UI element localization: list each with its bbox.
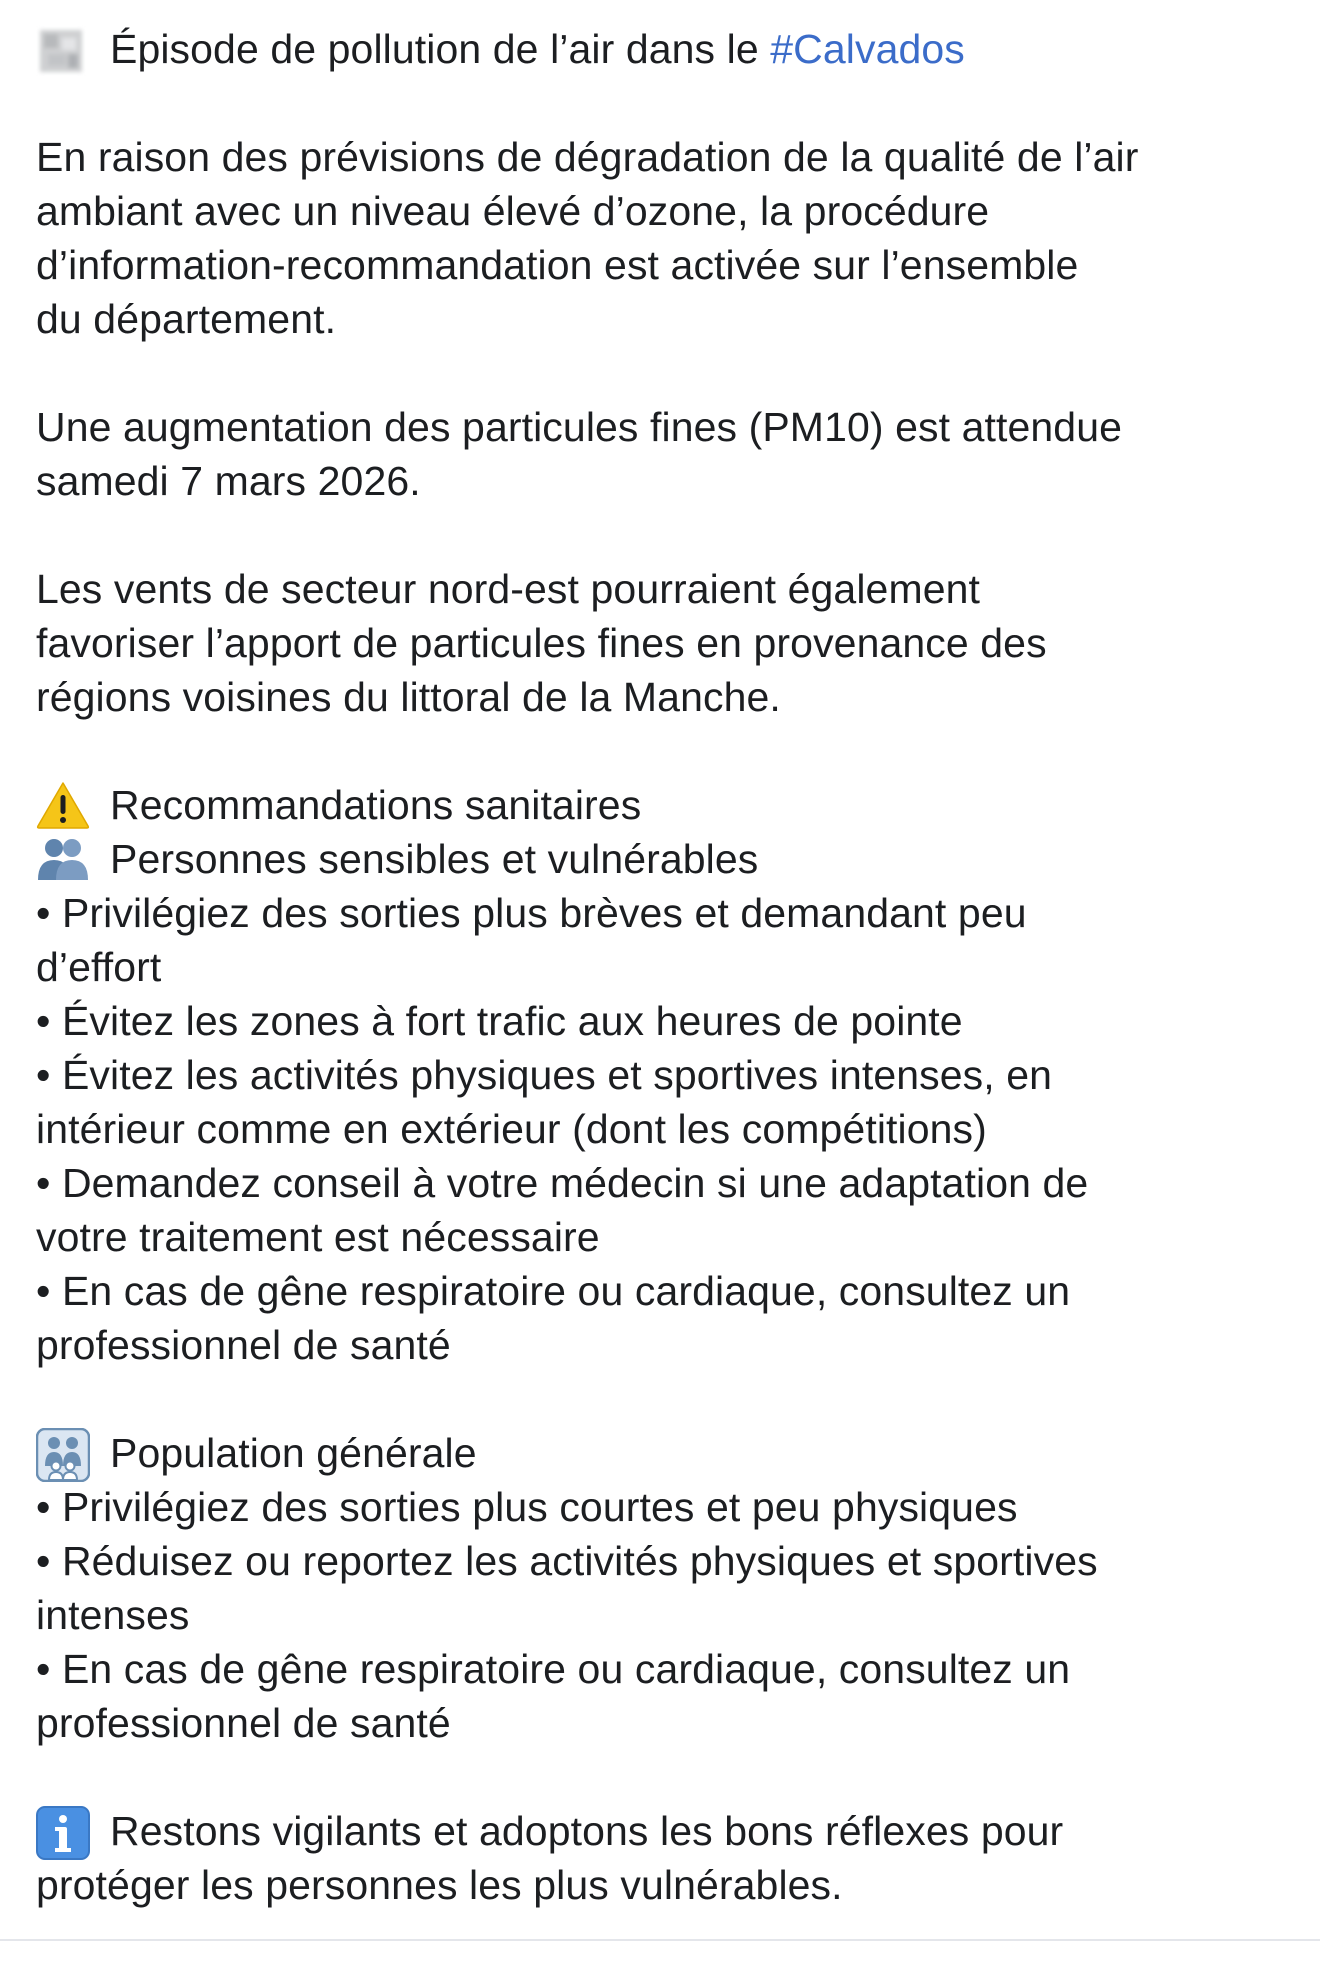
family-icon bbox=[36, 1426, 92, 1480]
text-line: Une augmentation des particules fines (PM10) est attendue bbox=[36, 404, 1122, 450]
text-line: En raison des prévisions de dégradation de la qualité de l’air bbox=[36, 134, 1139, 180]
list-item: • En cas de gêne respiratoire ou cardiaque, consultez un bbox=[36, 1646, 1071, 1692]
text-line: du département. bbox=[36, 296, 337, 342]
sensitive-heading bbox=[36, 832, 1296, 886]
recommendations-section bbox=[36, 778, 1296, 1372]
list-item: professionnel de santé bbox=[36, 1700, 451, 1746]
list-item: • Privilégiez des sorties plus courtes et peu physiques bbox=[36, 1484, 1018, 1530]
list-item: • Évitez les zones à fort trafic aux heures de pointe bbox=[36, 998, 963, 1044]
closing-line bbox=[36, 1804, 1296, 1858]
list-item: professionnel de santé bbox=[36, 1322, 451, 1368]
list-item: • En cas de gêne respiratoire ou cardiaque, consultez un bbox=[36, 1268, 1071, 1314]
closing-text: Restons vigilants et adoptons les bons réflexes pour bbox=[110, 1808, 1064, 1854]
text-line: régions voisines du littoral de la Manche. bbox=[36, 674, 781, 720]
text-line: Les vents de secteur nord-est pourraient également bbox=[36, 566, 980, 612]
list-item: • Demandez conseil à votre médecin si une adaptation de bbox=[36, 1160, 1089, 1206]
post-title bbox=[36, 22, 1296, 76]
sensitive-heading-text: Personnes sensibles et vulnérables bbox=[110, 836, 759, 882]
text-line: samedi 7 mars 2026. bbox=[36, 458, 421, 504]
list-item: • Privilégiez des sorties plus brèves et demandant peu bbox=[36, 890, 1027, 936]
list-item: votre traitement est nécessaire bbox=[36, 1214, 600, 1260]
list-item: intenses bbox=[36, 1592, 190, 1638]
blurred-image-icon bbox=[36, 22, 92, 76]
text-line: favoriser l’apport de particules fines en provenance des bbox=[36, 620, 1047, 666]
people-icon bbox=[36, 832, 92, 886]
list-item: • Évitez les activités physiques et sportives intenses, en bbox=[36, 1052, 1053, 1098]
post-body bbox=[36, 22, 1296, 1912]
text-line: d’information-recommandation est activée sur l’ensemble bbox=[36, 242, 1079, 288]
list-item: intérieur comme en extérieur (dont les compétitions) bbox=[36, 1106, 987, 1152]
list-item: d’effort bbox=[36, 944, 162, 990]
winds-paragraph bbox=[36, 562, 1296, 724]
general-section bbox=[36, 1426, 1296, 1750]
recommendations-heading-text: Recommandations sanitaires bbox=[110, 782, 642, 828]
recommendations-heading bbox=[36, 778, 1296, 832]
hashtag-link[interactable]: #Calvados bbox=[770, 26, 965, 72]
bottom-divider bbox=[0, 1939, 1320, 1941]
intro-paragraph bbox=[36, 130, 1296, 346]
general-heading-text: Population générale bbox=[110, 1430, 477, 1476]
list-item: • Réduisez ou reportez les activités physiques et sportives bbox=[36, 1538, 1098, 1584]
particles-paragraph bbox=[36, 400, 1296, 508]
text-line: ambiant avec un niveau élevé d’ozone, la procédure bbox=[36, 188, 990, 234]
text-line: protéger les personnes les plus vulnérables. bbox=[36, 1862, 843, 1908]
info-icon bbox=[36, 1804, 92, 1858]
closing-section bbox=[36, 1804, 1296, 1912]
warning-icon bbox=[36, 778, 92, 832]
title-text: Épisode de pollution de l’air dans le bbox=[110, 26, 771, 72]
general-heading bbox=[36, 1426, 1296, 1480]
